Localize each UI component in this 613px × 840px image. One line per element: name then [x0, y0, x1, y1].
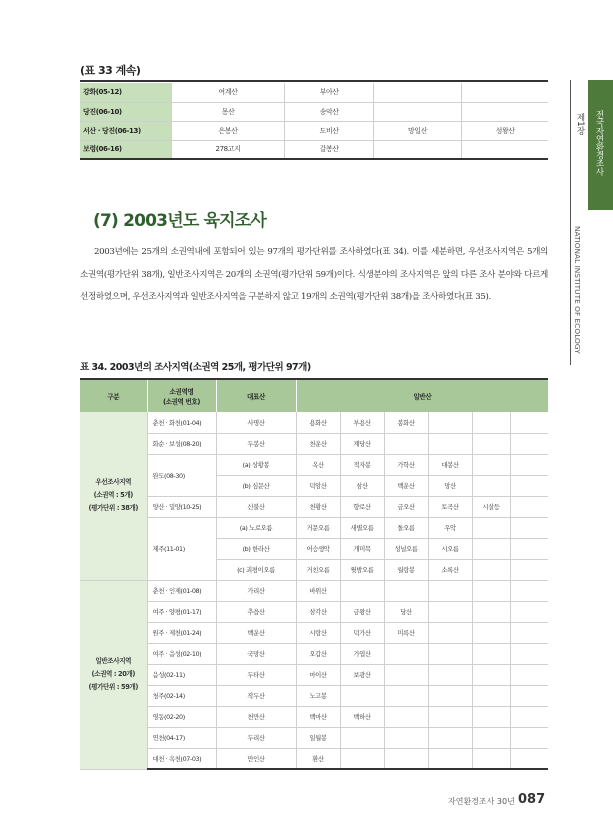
general-mountain-cell: 옥산 — [296, 454, 340, 475]
chapter-side-tab-title: 전국자연환경조사 — [594, 110, 604, 176]
general-mountain-cell: 새별오름 — [340, 517, 384, 538]
subregion-cell: 청주(02-14) — [147, 685, 216, 706]
general-mountain-cell: 어승생악 — [296, 538, 340, 559]
general-mountain-cell: 바위산 — [296, 580, 340, 601]
table33-mountain-cell: 망일산 — [373, 121, 461, 140]
group-label-line: (평가단위 : 59개) — [88, 683, 138, 691]
general-mountain-cell — [428, 664, 472, 685]
general-mountain-cell — [428, 412, 472, 433]
general-mountain-cell — [384, 727, 428, 748]
header-representative: 대표산 — [216, 380, 296, 412]
representative-mountain-cell: (a) 상황봉 — [216, 454, 296, 475]
general-mountain-cell: 대봉산 — [428, 454, 472, 475]
general-mountain-cell: 오갑산 — [296, 643, 340, 664]
general-mountain-cell — [472, 538, 510, 559]
header-subregion-line1: 소권역명 — [169, 388, 194, 396]
general-mountain-cell — [510, 664, 548, 685]
subregion-cell: 여주 · 양평(01-17) — [147, 601, 216, 622]
general-mountain-cell — [384, 685, 428, 706]
general-mountain-cell: 가엽산 — [340, 643, 384, 664]
general-mountain-cell — [428, 727, 472, 748]
table33-region-cell: 서산 · 당진(06-13) — [80, 121, 171, 140]
general-mountain-cell: 백운산 — [384, 475, 428, 496]
table34-row — [80, 433, 548, 454]
table33-mountain-cell: 성왕산 — [462, 121, 548, 140]
table33-mountain-cell — [462, 140, 548, 159]
subregion-cell: 화순 · 보성(08-20) — [147, 433, 216, 454]
representative-mountain-cell: 사명산 — [216, 412, 296, 433]
general-mountain-cell: 천황산 — [296, 496, 340, 517]
general-mountain-cell — [510, 496, 548, 517]
header-subregion-line2: (소권역 번호) — [163, 398, 200, 406]
general-mountain-cell — [472, 622, 510, 643]
general-mountain-cell — [428, 643, 472, 664]
representative-mountain-cell: (a) 노로오름 — [216, 517, 296, 538]
general-mountain-cell: 용화산 — [296, 412, 340, 433]
general-mountain-cell: 백마산 — [296, 706, 340, 727]
general-mountain-cell: 우악 — [428, 517, 472, 538]
side-divider-top — [570, 80, 571, 210]
page-number: 087 — [518, 792, 546, 807]
group-label-line: (소권역 : 20개) — [91, 670, 135, 678]
general-mountain-cell: 덕가산 — [340, 622, 384, 643]
general-mountain-cell: 적자봉 — [340, 454, 384, 475]
subregion-cell: 춘천 · 인제(01-08) — [147, 580, 216, 601]
general-mountain-cell — [510, 727, 548, 748]
general-mountain-cell — [510, 706, 548, 727]
general-mountain-cell: 돌오름 — [384, 517, 428, 538]
table34-row — [80, 496, 548, 517]
general-mountain-cell: 노고봉 — [296, 685, 340, 706]
subregion-cell: 원주 · 제천(01-24) — [147, 622, 216, 643]
general-mountain-cell — [510, 601, 548, 622]
table33-row — [80, 83, 548, 102]
general-mountain-cell — [472, 433, 510, 454]
table33-mountain-cell — [373, 83, 461, 102]
general-mountain-cell — [472, 475, 510, 496]
subregion-cell: 연천(04-17) — [147, 727, 216, 748]
table33-mountain-cell — [462, 83, 548, 102]
general-mountain-cell: 미륵산 — [384, 622, 428, 643]
general-mountain-cell: 윗밤오름 — [340, 559, 384, 580]
group-label-line: 우선조사지역 — [95, 478, 132, 487]
general-mountain-cell — [384, 643, 428, 664]
general-mountain-cell: 금왕산 — [340, 601, 384, 622]
table33-mountain-cell: 몽산 — [171, 102, 285, 121]
general-mountain-cell: 당산 — [384, 601, 428, 622]
general-mountain-cell — [510, 517, 548, 538]
footer-text: 자연환경조사 30년 — [448, 797, 515, 806]
group-label-cell — [80, 580, 147, 769]
table34-row — [80, 643, 548, 664]
header-subregion — [147, 380, 216, 412]
general-mountain-cell: 천운산 — [296, 433, 340, 454]
body-paragraph — [80, 241, 548, 309]
representative-mountain-cell: (c) 괴평이오름 — [216, 559, 296, 580]
general-mountain-cell — [472, 685, 510, 706]
general-mountain-cell — [384, 664, 428, 685]
general-mountain-cell — [340, 727, 384, 748]
general-mountain-cell: 망산 — [428, 475, 472, 496]
institute-side-label: NATIONAL INSTITUTE OF ECOLOGY — [573, 226, 582, 354]
general-mountain-cell — [428, 580, 472, 601]
representative-mountain-cell: 백운산 — [216, 622, 296, 643]
table34-row — [80, 601, 548, 622]
general-mountain-cell — [510, 748, 548, 769]
general-mountain-cell — [340, 580, 384, 601]
chapter-side-tab[interactable] — [588, 80, 613, 210]
general-mountain-cell: 거친오름 — [296, 559, 340, 580]
general-mountain-cell — [428, 622, 472, 643]
general-mountain-cell: 보광산 — [340, 664, 384, 685]
general-mountain-cell: 덕암산 — [296, 475, 340, 496]
representative-mountain-cell: 작두산 — [216, 685, 296, 706]
group-label-line: (평가단위 : 38개) — [88, 504, 138, 513]
table33-region-cell: 보령(06-16) — [80, 140, 171, 159]
header-category: 구분 — [80, 380, 147, 412]
general-mountain-cell — [510, 643, 548, 664]
general-mountain-cell: 부용산 — [340, 412, 384, 433]
general-mountain-cell — [472, 559, 510, 580]
general-mountain-cell — [510, 538, 548, 559]
subregion-cell: 여주 · 음성(02-10) — [147, 643, 216, 664]
section-heading: (7) 2003년도 육지조사 — [93, 211, 267, 231]
table34-row — [80, 748, 548, 769]
table33-mountain-cell — [373, 102, 461, 121]
representative-mountain-cell: 두타산 — [216, 664, 296, 685]
representative-mountain-cell: 두봉산 — [216, 433, 296, 454]
table34 — [80, 380, 548, 770]
general-mountain-cell: 삼각산 — [296, 601, 340, 622]
general-mountain-cell: 금오산 — [384, 496, 428, 517]
table34-title: 표 34. 2003년의 조사지역(소권역 25개, 평가단위 97개) — [80, 362, 311, 373]
table34-row — [80, 517, 548, 538]
general-mountain-cell: 환산 — [296, 748, 340, 769]
table33-row — [80, 121, 548, 140]
general-mountain-cell — [472, 517, 510, 538]
general-mountain-cell — [384, 580, 428, 601]
table33-top-rule — [80, 80, 548, 82]
table33-mountain-cell: 송악산 — [285, 102, 373, 121]
header-general: 일반산 — [296, 380, 548, 412]
representative-mountain-cell: 가리산 — [216, 580, 296, 601]
table34-row — [80, 664, 548, 685]
general-mountain-cell: 시살등 — [472, 496, 510, 517]
general-mountain-cell: 일월봉 — [296, 727, 340, 748]
group-label-line: (소권역 : 5개) — [93, 491, 133, 500]
representative-mountain-cell: 추읍산 — [216, 601, 296, 622]
table33-row — [80, 140, 548, 159]
general-mountain-cell: 개미목 — [340, 538, 384, 559]
table33-mountain-cell: 갈봉산 — [285, 140, 373, 159]
general-mountain-cell — [472, 454, 510, 475]
general-mountain-cell — [384, 433, 428, 454]
group-label-cell — [80, 412, 147, 580]
table33-mountain-cell: 여계산 — [171, 83, 285, 102]
general-mountain-cell: 시오름 — [428, 538, 472, 559]
table33-region-cell: 당진(06-10) — [80, 102, 171, 121]
representative-mountain-cell: 두리산 — [216, 727, 296, 748]
subregion-cell: 춘천 · 화천(01-04) — [147, 412, 216, 433]
general-mountain-cell — [472, 727, 510, 748]
group-label-line: 일반조사지역 — [95, 657, 132, 665]
table33-region-cell: 강화(05-12) — [80, 83, 171, 102]
table33-mountain-cell: 도비산 — [285, 121, 373, 140]
general-mountain-cell — [340, 685, 384, 706]
general-mountain-cell: 마이산 — [296, 664, 340, 685]
subregion-cell: 음성(02-11) — [147, 664, 216, 685]
general-mountain-cell: 계당산 — [340, 433, 384, 454]
general-mountain-cell: 거문오름 — [296, 517, 340, 538]
representative-mountain-cell: (b) 한라산 — [216, 538, 296, 559]
general-mountain-cell — [384, 706, 428, 727]
general-mountain-cell — [428, 706, 472, 727]
general-mountain-cell: 토곡산 — [428, 496, 472, 517]
general-mountain-cell: 봉화산 — [384, 412, 428, 433]
subregion-cell: 제주(11-01) — [147, 517, 216, 580]
table34-row — [80, 580, 548, 601]
general-mountain-cell — [472, 748, 510, 769]
general-mountain-cell — [472, 412, 510, 433]
general-mountain-cell — [510, 580, 548, 601]
general-mountain-cell: 시랑산 — [296, 622, 340, 643]
representative-mountain-cell: 신불산 — [216, 496, 296, 517]
general-mountain-cell — [510, 454, 548, 475]
table34-row — [80, 706, 548, 727]
general-mountain-cell — [510, 622, 548, 643]
representative-mountain-cell: (b) 심문산 — [216, 475, 296, 496]
general-mountain-cell — [472, 664, 510, 685]
general-mountain-cell: 백하산 — [340, 706, 384, 727]
table33-mountain-cell — [373, 140, 461, 159]
general-mountain-cell — [428, 433, 472, 454]
general-mountain-cell — [384, 748, 428, 769]
side-divider — [570, 210, 571, 365]
table34-row — [80, 622, 548, 643]
table34-row — [80, 727, 548, 748]
general-mountain-cell: 가학산 — [384, 454, 428, 475]
representative-mountain-cell: 천만산 — [216, 706, 296, 727]
general-mountain-cell: 삼산 — [340, 475, 384, 496]
table33 — [80, 83, 548, 160]
general-mountain-cell — [472, 706, 510, 727]
table33-continued-title: (표 33 계속) — [80, 64, 141, 77]
table34-row — [80, 685, 548, 706]
chapter-label: 제1장 — [575, 113, 585, 135]
table33-mountain-cell: 부아산 — [285, 83, 373, 102]
general-mountain-cell — [428, 685, 472, 706]
general-mountain-cell: 성널오름 — [384, 538, 428, 559]
table34-row — [80, 412, 548, 433]
table33-mountain-cell — [462, 102, 548, 121]
general-mountain-cell — [510, 685, 548, 706]
paragraph-text: 2003년에는 25개의 소권역내에 포함되어 있는 97개의 평가단위를 조사하였다(표 34). 이를 세분하면, 우선조사지역은 5개의 소권역(평가단위 38개), 일반조사지역은 20개의 소권역(평가단위 59개)이다. 식생분야의 조사지역은 앞의 다른 조사 분야와 다르게 선정하였으며, 우선조사지역과 일반조사지역을 구분하지 않고 19개의 소권역(평가단위 38개)을 조사하였다(표 35). — [80, 247, 548, 302]
general-mountain-cell — [472, 601, 510, 622]
general-mountain-cell — [510, 412, 548, 433]
general-mountain-cell — [472, 580, 510, 601]
general-mountain-cell — [340, 748, 384, 769]
table33-mountain-cell: 278고지 — [171, 140, 285, 159]
general-mountain-cell — [428, 748, 472, 769]
general-mountain-cell: 향로산 — [340, 496, 384, 517]
representative-mountain-cell: 국망산 — [216, 643, 296, 664]
table34-row — [80, 454, 548, 475]
table33-mountain-cell: 은봉산 — [171, 121, 285, 140]
table33-row — [80, 102, 548, 121]
general-mountain-cell — [510, 475, 548, 496]
general-mountain-cell — [472, 643, 510, 664]
subregion-cell: 완도(08-30) — [147, 454, 216, 496]
general-mountain-cell — [428, 601, 472, 622]
representative-mountain-cell: 만인산 — [216, 748, 296, 769]
subregion-cell: 대천 · 옥천(07-03) — [147, 748, 216, 769]
general-mountain-cell: 소록산 — [428, 559, 472, 580]
general-mountain-cell: 월랑봉 — [384, 559, 428, 580]
general-mountain-cell — [510, 559, 548, 580]
subregion-cell: 양산 · 밀양(10-25) — [147, 496, 216, 517]
subregion-cell: 영동(02-20) — [147, 706, 216, 727]
general-mountain-cell — [510, 433, 548, 454]
